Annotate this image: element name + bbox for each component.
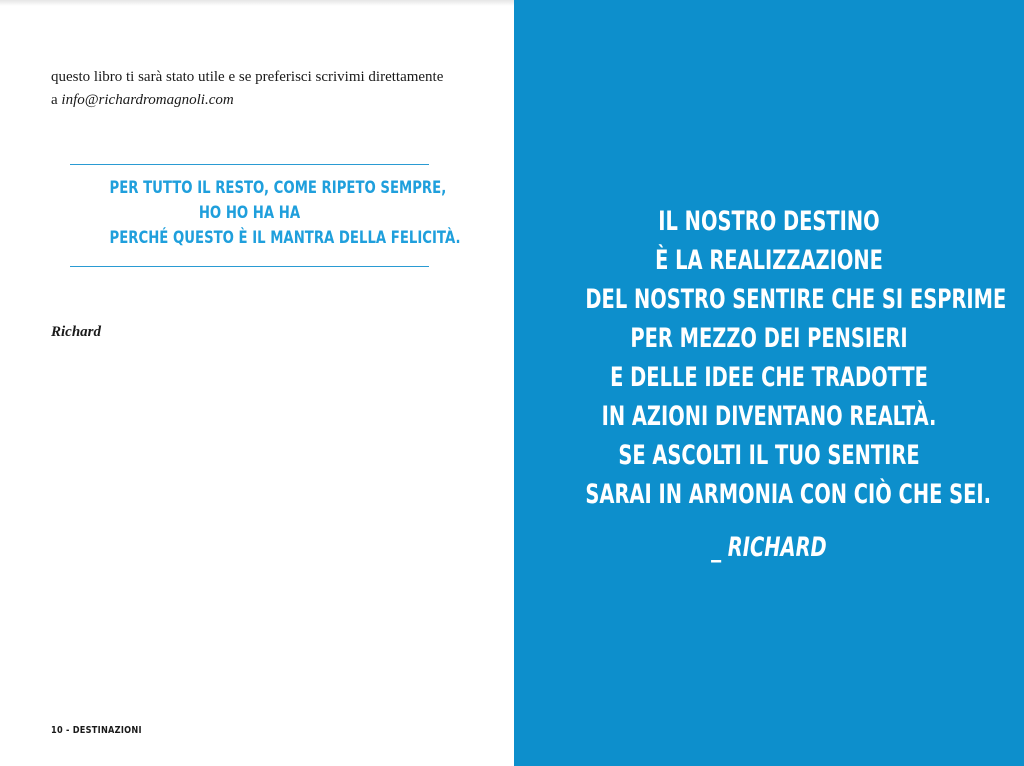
- right-page: [514, 0, 1024, 766]
- feature-quote-line: È LA REALIZZAZIONE: [655, 245, 883, 276]
- feature-quote-line: IN AZIONI DIVENTANO REALTÀ.: [601, 401, 937, 432]
- feature-quote-line: DEL NOSTRO SENTIRE CHE SI ESPRIME: [585, 284, 1007, 315]
- pull-quote-top-rule: [70, 164, 429, 165]
- pull-quote-line: HO HO HA HA: [198, 203, 301, 223]
- feature-quote-line: SARAI IN ARMONIA CON CIÒ CHE SEI.: [585, 479, 992, 510]
- feature-quote-line: PER MEZZO DEI PENSIERI: [630, 323, 908, 354]
- body-paragraph: [51, 66, 471, 112]
- pull-quote-bottom-rule: [70, 266, 429, 267]
- email-link[interactable]: info@richardromagnoli.com: [61, 92, 234, 108]
- page-shadow: [0, 0, 514, 6]
- feature-quote-line: E DELLE IDEE CHE TRADOTTE: [610, 362, 928, 393]
- pull-quote: [109, 176, 461, 251]
- page-footer: 10 - DESTINAZIONI: [51, 725, 142, 736]
- signature: Richard: [51, 324, 102, 340]
- feature-quote-line: IL NOSTRO DESTINO: [658, 206, 880, 237]
- pull-quote-line: PERCHÉ QUESTO È IL MANTRA DELLA FELICITÀ.: [109, 228, 461, 248]
- pull-quote-line: PER TUTTO IL RESTO, COME RIPETO SEMPRE,: [109, 178, 447, 198]
- feature-quote: [585, 202, 1007, 514]
- feature-quote-line: SE ASCOLTI IL TUO SENTIRE: [618, 440, 920, 471]
- body-line: questo libro ti sarà stato utile e se preferisci scrivimi direttamente: [51, 69, 444, 85]
- body-line-prefix: a: [51, 92, 62, 108]
- quote-author: _ RICHARD: [711, 532, 827, 563]
- body-line: [51, 89, 471, 112]
